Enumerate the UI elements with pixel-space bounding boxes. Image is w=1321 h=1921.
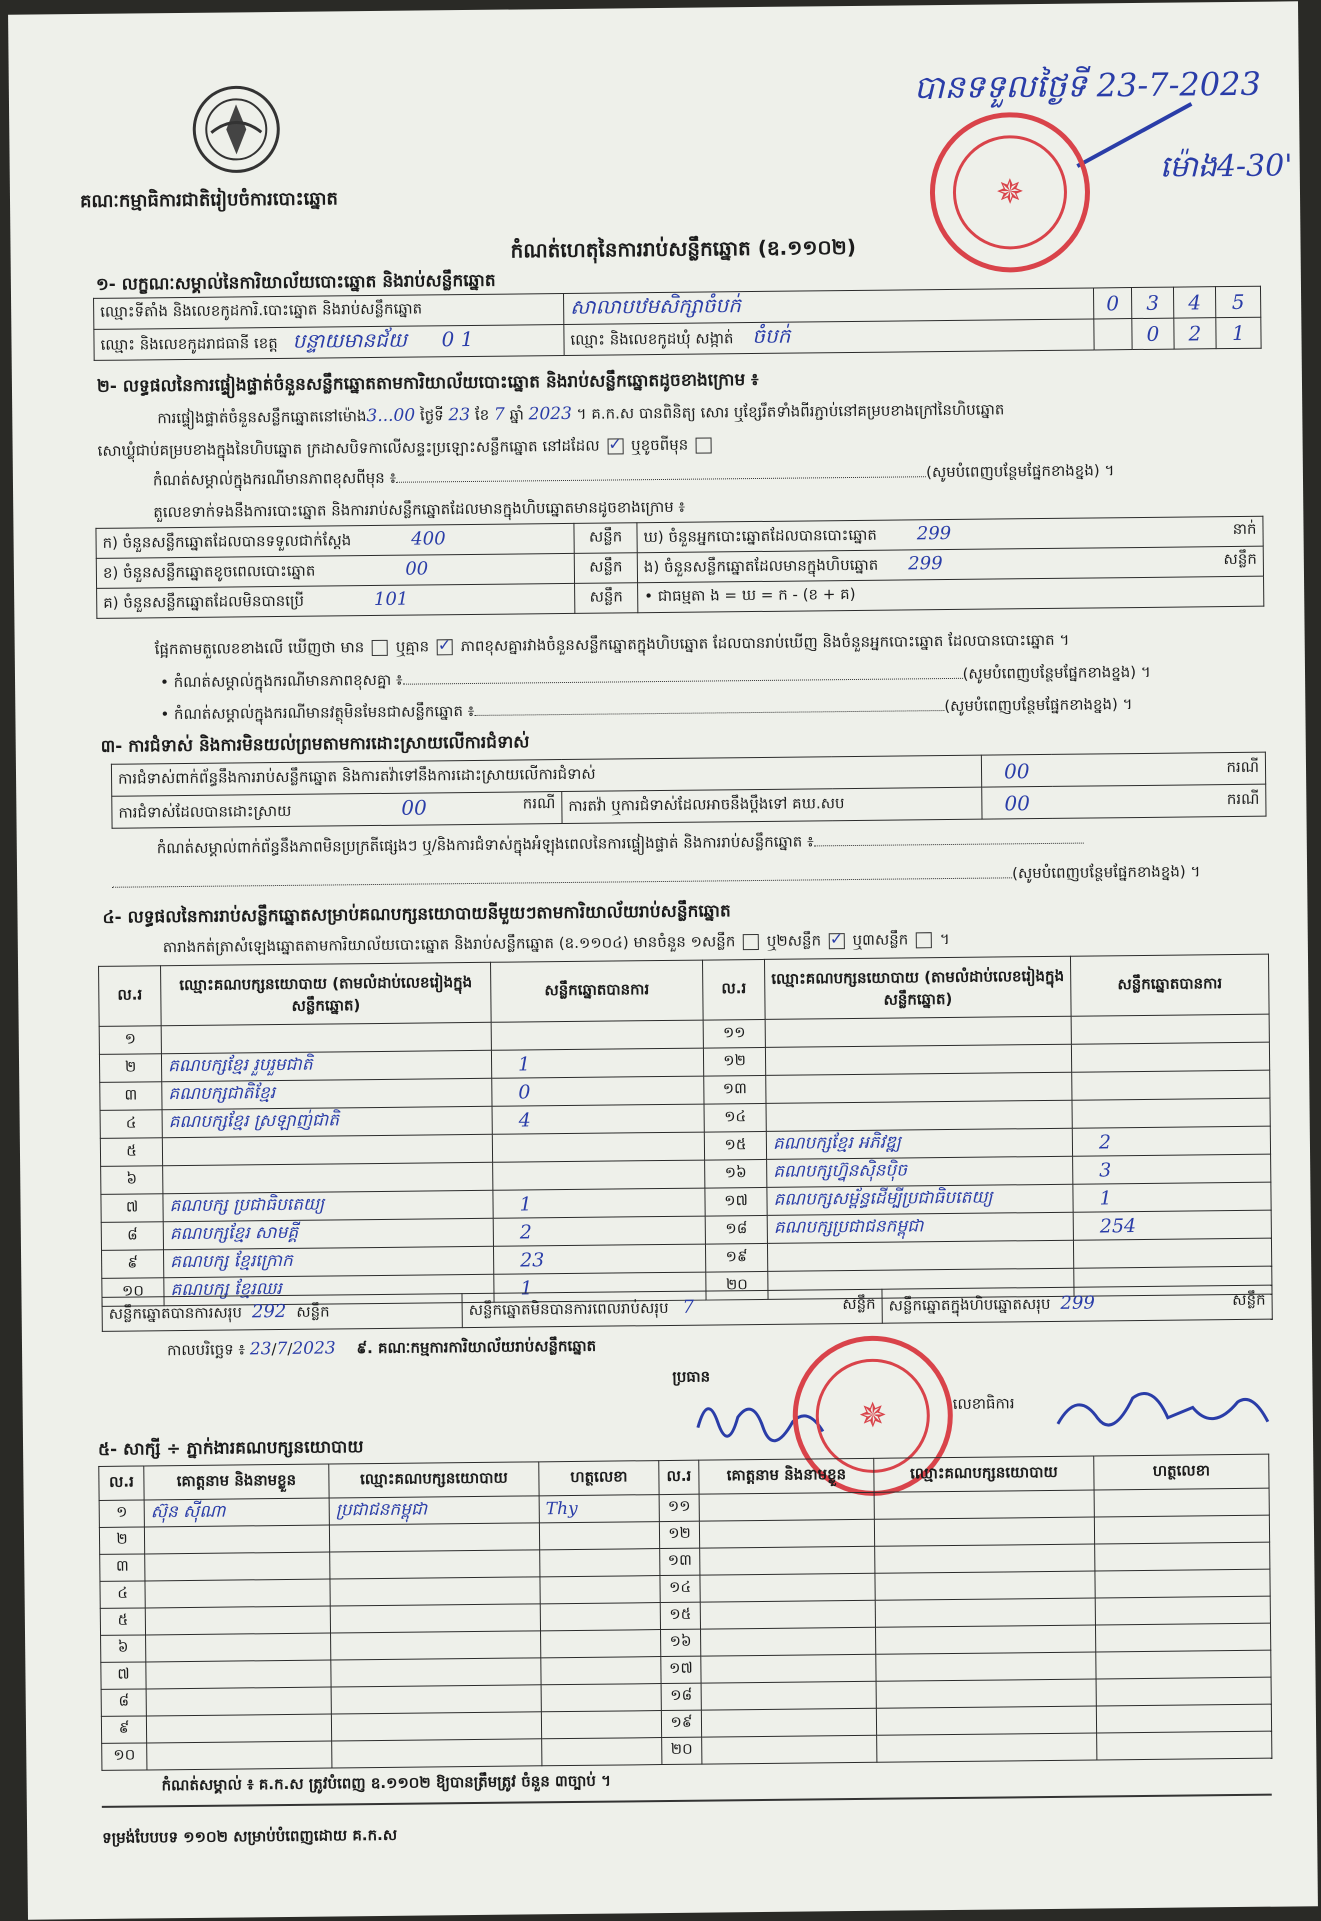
vote-count: [1073, 1238, 1271, 1268]
row-number: ១៣: [660, 1548, 700, 1575]
vote-count: [1071, 1042, 1269, 1072]
row-number: ១: [99, 1500, 144, 1527]
agent-name: [699, 1519, 874, 1548]
party-name: [767, 1240, 1073, 1271]
vote-count: [492, 1132, 704, 1162]
agent-party: [877, 1733, 1097, 1762]
agent-name: [144, 1525, 329, 1554]
footer-note: កំណត់សម្គាល់ ៖ គ.ក.ស ត្រូវបំពេញ ឧ.១១០២ ឱ្យបានត្រឹមត្រូវ ចំនួន ៣ច្បាប់ ។: [161, 1771, 612, 1795]
office-code-digit: 4: [1173, 287, 1215, 318]
vote-count: 1: [494, 1272, 706, 1302]
office-name-label: ឈ្មោះទីតាំង និងលេខកូដការិ.បោះឆ្នោត និងរាប់សន្លឹកឆ្នោត: [94, 294, 564, 330]
province-code: 0 1: [441, 326, 474, 352]
seal-not-intact-checkbox[interactable]: [696, 437, 712, 453]
party-name: គណបក្សខ្មែរ អភិវឌ្ឍ: [766, 1128, 1072, 1159]
row-number: ១៤: [704, 1103, 766, 1132]
agent-signature: Thy: [539, 1495, 659, 1523]
invalid-note-line: • កំណត់សម្គាល់ក្នុងករណីមានវត្ថុមិនមែនជាសន្លឹកឆ្នោត ៖ (សូមបំពេញបន្ថែមផ្នែកខាងខ្នង) ។: [160, 695, 1133, 724]
agent-signature: [1096, 1704, 1271, 1733]
agent-party: [330, 1604, 540, 1633]
party-name: គណបក្សជាតិខ្មែរ: [162, 1078, 492, 1109]
col-header-no: ល.រ: [702, 959, 765, 1020]
section-4-pages-line: តារាងកត់ត្រាសំឡេងឆ្នោតតាមការិយាល័យបោះឆ្នោត និងរាប់សន្លឹកឆ្នោត (ឧ.១១០៤) មានចំនួន ១សន្លឹក ឬ២សន្លឹក ✓ ឬ៣សន្លឹក ។: [163, 930, 950, 960]
row-number: ២: [99, 1527, 144, 1554]
row-number: ១១: [703, 1019, 765, 1048]
agent-signature: [1096, 1677, 1271, 1706]
office-name-value: សាលាបឋមសិក្សាចំបក់: [564, 288, 1094, 325]
vote-count: 23: [493, 1244, 705, 1274]
row-number: ៥: [100, 1608, 145, 1635]
form-sheet: [8, 1, 1318, 1919]
ballots-spoiled-cell: ខ) ចំនួនសន្លឹកឆ្នោតខូចពេលបោះឆ្នោត 00: [96, 553, 574, 588]
date-commission-line: កាលបរិច្ឆេទ ៖ 23/7/2023 ៩. គណៈកម្មការការិយាល័យរាប់សន្លឹកឆ្នោត: [166, 1336, 597, 1360]
col-header-no: ល.រ: [659, 1460, 699, 1494]
row-number: ២០: [706, 1271, 768, 1300]
nec-emblem: [189, 82, 285, 178]
agent-name: [700, 1573, 875, 1602]
agent-party: ប្រជាជនកម្ពុជា: [329, 1496, 539, 1525]
discrepancy-yes-checkbox[interactable]: [372, 639, 388, 655]
row-number: ១៣: [704, 1075, 766, 1104]
secretary-signature: [1052, 1377, 1273, 1453]
row-number: ៧: [101, 1194, 163, 1223]
received-time-note: ម៉ោង4-30': [1159, 148, 1293, 185]
total-in-box-cell: សន្លឹកឆ្នោតក្នុងហិបឆ្នោតសរុប 299 សន្លឹក: [882, 1285, 1272, 1323]
party-name: គណបក្សហ្វ៊ុនស៊ិនប៉ិច: [767, 1156, 1073, 1187]
vote-count: 1: [493, 1188, 705, 1218]
vote-count: [1071, 1014, 1269, 1044]
row-number: ១៥: [660, 1602, 700, 1629]
agent-name: [701, 1708, 876, 1737]
row-number: ១៧: [705, 1187, 767, 1216]
vote-count: 0: [492, 1076, 704, 1106]
party-name: គណបក្សប្រជាជនកម្ពុជា: [767, 1212, 1073, 1243]
agent-name: [145, 1606, 330, 1635]
agent-signature: [540, 1576, 660, 1604]
unit-label: សន្លឹក: [575, 583, 638, 614]
party-name: គណបក្ស ប្រជាធិបតេយ្យ: [163, 1190, 493, 1221]
col-header-party: ឈ្មោះគណបក្សនយោបាយ (តាមលំដាប់លេខរៀងក្នុងសន្លឹកឆ្នោត): [161, 962, 492, 1025]
agent-signature: [541, 1630, 661, 1658]
agent-signature: [1095, 1623, 1270, 1652]
unit-label: ករណី: [1052, 784, 1266, 818]
agent-party: [331, 1658, 541, 1687]
agent-name: [699, 1492, 874, 1521]
verification-line-2: សោឃ្លុំជាប់គម្របខាងក្នុងនៃហិបឆ្នោត ក្រដាសបិទកាលើសន្ទះប្រឡោះសន្លឹកឆ្នោត នៅដដែល ✓ ឬខូចពីមុន: [98, 435, 716, 463]
party-name: គណបក្ស ខ្មែរឈរ: [164, 1274, 494, 1305]
col-header-party: ឈ្មោះគណបក្សនយោបាយ: [329, 1462, 539, 1498]
vote-count: 2: [1072, 1126, 1270, 1156]
party-name: គណបក្សខ្មែរ ស្រឡាញ់ជាតិ: [162, 1106, 492, 1137]
agent-party: [876, 1679, 1096, 1708]
party-name: គណបក្សសម្ព័ន្ធដើម្បីប្រជាធិបតេយ្យ: [767, 1184, 1073, 1215]
vote-count: 1: [491, 1048, 703, 1078]
discrepancy-note-line: • កំណត់សម្គាល់ក្នុងករណីមានភាពខុសគ្នា ៖ (សូមបំពេញបន្ថែមផ្នែកខាងខ្នង) ។: [159, 662, 1151, 692]
agent-name: [146, 1714, 331, 1743]
row-number: ១: [99, 1026, 161, 1055]
agent-signature: [540, 1603, 660, 1631]
row-number: ៦: [101, 1635, 146, 1662]
section-3-heading: ៣- ការជំទាស់ និងការមិនយល់ព្រមតាមការដោះស្រាយលើការជំទាស់: [100, 732, 530, 757]
agent-name: [146, 1660, 331, 1689]
section-4-heading: ៤- លទ្ធផលនៃការរាប់សន្លឹកឆ្នោតសម្រាប់គណបក្សនយោបាយនីមួយៗតាមការិយាល័យរាប់សន្លឹកឆ្នោត: [102, 901, 731, 928]
vote-count: [491, 1020, 703, 1050]
agent-signature: [541, 1711, 661, 1739]
row-number: ៤: [100, 1110, 162, 1139]
total-valid-cell: សន្លឹកឆ្នោតបានការសរុប 292 សន្លឹក: [102, 1294, 462, 1332]
chairman-label: ប្រធាន: [672, 1367, 711, 1386]
complaints-count-label: ការជំទាស់ពាក់ព័ន្ធនឹងការរាប់សន្លឹកឆ្នោត និងការតវ៉ាទៅនឹងការដោះស្រាយលើការជំទាស់: [111, 755, 981, 796]
agent-signature: [542, 1738, 662, 1766]
province-row: [94, 325, 564, 361]
commune-label: ឈ្មោះ និងលេខកូដឃុំ សង្កាត់: [570, 329, 734, 349]
province-value: បន្ទាយមានជ័យ: [292, 327, 407, 353]
row-number: ៣: [100, 1554, 145, 1581]
row-number: ៩: [102, 1250, 164, 1279]
col-header-votes: សន្លឹកឆ្នោតបានការ: [491, 960, 704, 1022]
official-seal-stamp: ✵: [929, 111, 1091, 273]
party-name: គណបក្ស ខ្មែរក្រោក: [164, 1246, 494, 1277]
party-name: [163, 1162, 493, 1193]
party-results-table: [98, 954, 1273, 1307]
agent-name: [702, 1735, 877, 1764]
col-header-no: ល.រ: [99, 966, 162, 1027]
form-title: កំណត់ហេតុនៃការរាប់សន្លឹកឆ្នោត (ឧ.១១០២): [510, 234, 857, 263]
vote-count: 254: [1073, 1210, 1271, 1240]
one-page-checkbox[interactable]: [743, 933, 759, 949]
agent-signature: [1097, 1731, 1272, 1760]
section-3-note-line-2: (សូមបំពេញបន្ថែមផ្នែកខាងខ្នង) ។: [112, 862, 1200, 895]
section-3-note-line: កំណត់សម្គាល់ពាក់ព័ន្ធនឹងភាពមិនប្រក្រតីផ្សេងៗ ឬ/និងការជំទាស់ក្នុងអំឡុងពេលនៃការផ្ទៀងផ្ទាត់ និងការរាប់សន្លឹកឆ្នោត ៖: [157, 830, 1084, 862]
row-number: ៧: [101, 1662, 146, 1689]
agent-signature: [539, 1522, 659, 1550]
row-number: ៤: [100, 1581, 145, 1608]
agent-party: [329, 1523, 539, 1552]
col-header-party: ឈ្មោះគណបក្សនយោបាយ (តាមលំដាប់លេខរៀងក្នុងសន្លឹកឆ្នោត): [764, 956, 1071, 1019]
agent-signature: [1094, 1515, 1269, 1544]
row-number: ២០: [662, 1737, 702, 1764]
party-name: [765, 1044, 1071, 1075]
agent-signature: [540, 1549, 660, 1577]
party-name: គណបក្សខ្មែរ សាមគ្គី: [163, 1218, 493, 1249]
party-name: [765, 1016, 1071, 1047]
agent-name: [701, 1627, 876, 1656]
voters-voted-cell: ឃ) ចំនួនអ្នកបោះឆ្នោតដែលបានបោះឆ្នោត 299 នាក់: [637, 516, 1263, 553]
secretary-label: លេខាធិការ: [952, 1394, 1015, 1413]
agent-signature: [1094, 1488, 1269, 1517]
vote-count: 2: [493, 1216, 705, 1246]
commune-code-digit: 1: [1216, 317, 1261, 348]
section-1-table: [93, 286, 1262, 361]
agent-party: [875, 1571, 1095, 1600]
agent-name: [146, 1687, 331, 1716]
row-number: ១៩: [705, 1243, 767, 1272]
appeals-label: ការតវ៉ា ឬការជំទាស់ដែលអាចនឹងប្តឹងទៅ គឃ.សប: [562, 787, 982, 823]
office-code-digit: 3: [1131, 287, 1173, 318]
agent-party: [331, 1631, 541, 1660]
issuer-heading: គណៈកម្មាធិការជាតិរៀបចំការបោះឆ្នោត: [79, 188, 338, 213]
unit-label: សន្លឹក: [574, 523, 637, 554]
section-5-heading: ៥- សាក្សី ÷ ភ្នាក់ងារគណបក្សនយោបាយ: [97, 1437, 364, 1460]
agent-signature: [541, 1684, 661, 1712]
agent-party: [876, 1652, 1096, 1681]
party-name: [161, 1022, 491, 1053]
vote-count: [493, 1160, 705, 1190]
col-header-agent-name: គោត្តនាម និងនាមខ្លួន: [699, 1458, 874, 1494]
col-header-signature: ហត្ថលេខា: [539, 1461, 659, 1496]
agent-party: [876, 1706, 1096, 1735]
agent-signature: [1095, 1569, 1270, 1598]
agent-signature: [1095, 1542, 1270, 1571]
row-number: ២: [99, 1054, 161, 1083]
agent-name: [145, 1552, 330, 1581]
row-number: ៩: [101, 1716, 146, 1743]
agent-party: [875, 1544, 1095, 1573]
row-number: ១២: [659, 1521, 699, 1548]
commune-value: ចំបក់: [752, 323, 791, 349]
verification-line-1: ការផ្ទៀងផ្ទាត់ចំនួនសន្លឹកឆ្នោតនៅម៉ោង3...00 ថ្ងៃទី 23 ខែ 7 ឆ្នាំ 2023 ។ គ.ក.ស បានពិនិត្យ សោរ ឬខ្សែរឹតទាំងពីរភ្ជាប់នៅគម្របខាងក្រៅនៃហិបឆ្នោត: [157, 400, 1005, 428]
ballots-received-cell: ក) ចំនួនសន្លឹកឆ្នោតដែលបានទទួលជាក់ស្តែង 400: [96, 523, 574, 558]
vote-count: [1072, 1098, 1270, 1128]
row-number: ១៤: [660, 1575, 700, 1602]
party-agents-table: [98, 1454, 1272, 1771]
agent-name: [146, 1633, 331, 1662]
commune-code-digit: 0: [1132, 318, 1174, 349]
party-name: គណបក្សខ្មែរ រួបរួមជាតិ: [161, 1050, 491, 1081]
party-name: [766, 1072, 1072, 1103]
ballots-unused-cell: គ) ចំនួនសន្លឹកឆ្នោតដែលមិនបានប្រើ 101: [97, 583, 575, 618]
agent-party: [875, 1625, 1095, 1654]
discrepancy-no-checkbox[interactable]: [437, 639, 453, 655]
formula-cell: • ជាធម្មតា ង = ឃ = ក - (ខ + គ): [638, 576, 1264, 613]
section-1-heading: ១- លក្ខណៈសម្គាល់នៃការិយាល័យបោះឆ្នោត និងរាប់សន្លឹកឆ្នោត: [95, 270, 496, 295]
two-page-checkbox[interactable]: [829, 933, 845, 949]
footer-form-label: ទម្រង់បែបបទ ១១០២ សម្រាប់បំពេញដោយ គ.ក.ស: [102, 1825, 398, 1847]
row-number: ១១: [659, 1494, 699, 1521]
seal-intact-checkbox[interactable]: [607, 438, 623, 454]
agent-party: [331, 1712, 541, 1741]
vote-count: 3: [1073, 1154, 1271, 1184]
agent-name: [145, 1579, 330, 1608]
discrepancy-line: ផ្អែកតាមតួលេខខាងលើ ឃើញថា មាន ឬគ្មាន ✓ ភាពខុសគ្នារវាងចំនួនសន្លឹកឆ្នោតក្នុងហិបឆ្នោត ដែលបានរាប់ឃើញ និងចំនួនអ្នកបោះឆ្នោត ដែលបានបោះឆ្នោត ។: [155, 631, 1070, 663]
complaints-table: [111, 752, 1267, 829]
vote-count: 4: [492, 1104, 704, 1134]
agent-name: [701, 1681, 876, 1710]
row-number: ១៩: [661, 1710, 701, 1737]
party-name: [162, 1134, 492, 1165]
agent-party: [874, 1517, 1094, 1546]
results-intro: តួលេខទាក់ទងនឹងការបោះឆ្នោត និងការរាប់សន្លឹកឆ្នោតដែលមានក្នុងហិបឆ្នោតមានដូចខាងក្រោម ៖: [153, 497, 686, 522]
office-code-digit: 0: [1093, 288, 1131, 319]
row-number: ១៧: [661, 1656, 701, 1683]
vote-count: [1072, 1070, 1270, 1100]
province-label: ឈ្មោះ និងលេខកូដរាជធានី ខេត្ត: [100, 334, 278, 354]
col-header-votes: សន្លឹកឆ្នោតបានការ: [1070, 954, 1269, 1016]
commission-seal-stamp: ✵: [792, 1335, 954, 1497]
agent-party: [331, 1685, 541, 1714]
received-date-note: បានទទួលថ្ងៃទី 23-7-2023: [913, 64, 1262, 107]
row-number: ១៥: [704, 1131, 766, 1160]
col-header-agent-name: គោត្តនាម និងនាមខ្លួន: [144, 1464, 329, 1500]
agent-name: [701, 1654, 876, 1683]
commune-row: [564, 319, 1094, 356]
row-number: ១០: [102, 1278, 164, 1307]
ballots-in-box-cell: ង) ចំនួនសន្លឹកឆ្នោតដែលមានក្នុងហិបឆ្នោត 299 សន្លឹក: [637, 546, 1263, 583]
appeals-value: 00: [982, 786, 1052, 819]
row-number: ៨: [101, 1222, 163, 1251]
agent-party: [332, 1739, 542, 1768]
party-name: [766, 1100, 1072, 1131]
vote-count: 1: [1073, 1182, 1271, 1212]
agent-signature: [541, 1657, 661, 1685]
row-number: ៦: [101, 1166, 163, 1195]
agent-signature: [1096, 1650, 1271, 1679]
three-page-checkbox[interactable]: [916, 932, 932, 948]
agent-party: [875, 1598, 1095, 1627]
agent-signature: [1095, 1596, 1270, 1625]
agent-party: [874, 1490, 1094, 1519]
col-header-party: ឈ្មោះគណបក្សនយោបាយ: [874, 1456, 1094, 1492]
agent-name: [700, 1600, 875, 1629]
row-number: ១២: [703, 1047, 765, 1076]
resolved-complaints-cell: ការជំទាស់ដែលបានដោះស្រាយ 00 ករណី: [112, 792, 562, 829]
agent-party: [330, 1550, 540, 1579]
agent-party: [330, 1577, 540, 1606]
row-number: ៨: [101, 1689, 146, 1716]
col-header-no: ល.រ: [99, 1466, 144, 1500]
complaints-count-value: 00: [981, 754, 1051, 787]
col-header-signature: ហត្ថលេខា: [1094, 1454, 1269, 1490]
row-number: ១៦: [661, 1629, 701, 1656]
total-invalid-cell: សន្លឹកឆ្នោតមិនបានការពេលរាប់សរុប 7 សន្លឹក: [462, 1289, 882, 1327]
ballot-count-table: [95, 516, 1264, 619]
agent-name: ស៊ុន ស៊ីណា: [144, 1498, 329, 1527]
office-code-digit: 5: [1215, 286, 1260, 317]
row-number: ៥: [100, 1138, 162, 1167]
unit-label: ករណី: [1051, 752, 1265, 786]
row-number: ១៨: [705, 1215, 767, 1244]
row-number: ១៦: [705, 1159, 767, 1188]
row-number: ៣: [100, 1082, 162, 1111]
seal-note-line: កំណត់សម្គាល់ក្នុងករណីមានភាពខុសពីមុន ៖ (សូមបំពេញបន្ថែមផ្នែកខាងខ្នង) ។: [152, 461, 1115, 490]
row-number: ១៨: [661, 1683, 701, 1710]
section-2-heading: ២- លទ្ធផលនៃការផ្ទៀងផ្ទាត់ចំនួនសន្លឹកឆ្នោតតាមការិយាល័យបោះឆ្នោត និងរាប់សន្លឹកឆ្នោតដូចខាងក្រោម ៖: [96, 369, 759, 397]
row-number: ១០: [102, 1743, 147, 1770]
unit-label: សន្លឹក: [574, 553, 637, 584]
commune-code-digit: 2: [1174, 318, 1216, 349]
agent-name: [700, 1546, 875, 1575]
agent-name: [147, 1741, 332, 1770]
